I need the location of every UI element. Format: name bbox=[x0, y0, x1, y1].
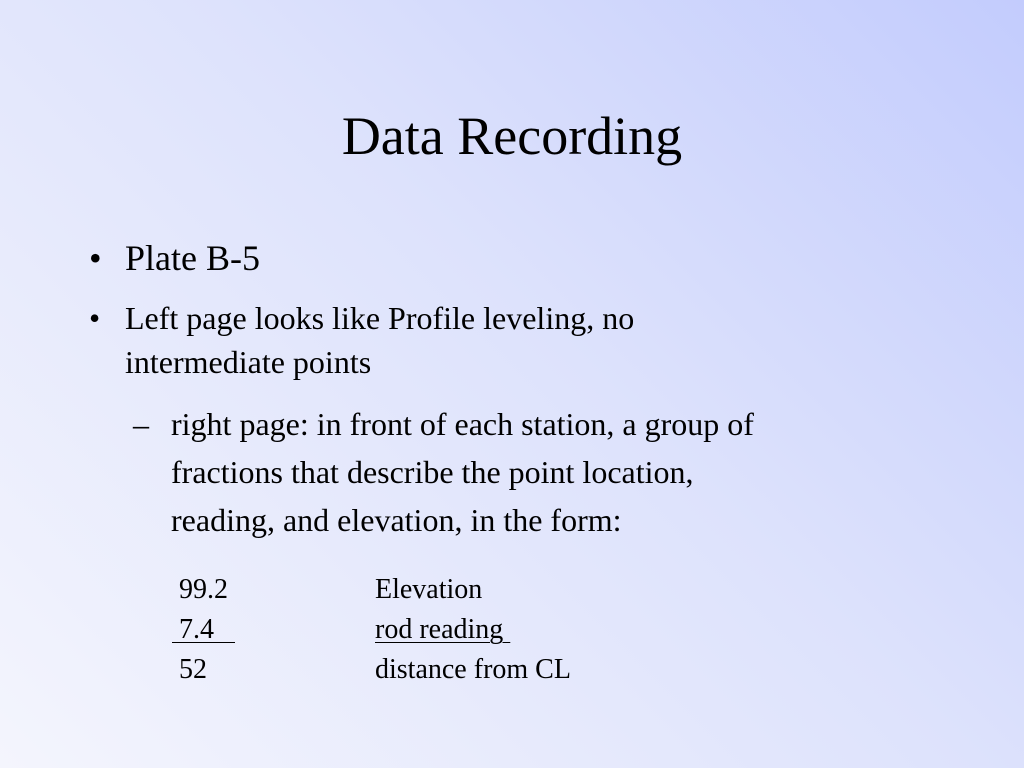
rod-reading-label: rod reading bbox=[375, 614, 511, 645]
distance-value: 52 bbox=[172, 654, 207, 685]
bullet-line: Left page looks like Profile leveling, no bbox=[125, 300, 635, 336]
sub-bullet-line: right page: in front of each station, a group of bbox=[171, 406, 754, 442]
sub-bullet-dash: – bbox=[133, 406, 149, 442]
sub-bullet-line: fractions that describe the point location, bbox=[171, 454, 694, 490]
elevation-value: 99.2 bbox=[172, 574, 228, 605]
sub-bullet-text bbox=[171, 400, 754, 544]
bullet-dot: • bbox=[89, 300, 101, 336]
bullet-dot: • bbox=[89, 238, 102, 278]
elevation-label: Elevation bbox=[375, 574, 483, 605]
distance-label: distance from CL bbox=[375, 654, 571, 685]
bullet-text bbox=[125, 296, 634, 384]
sub-bullet-line: reading, and elevation, in the form: bbox=[171, 502, 622, 538]
rod-reading-value: 7.4 bbox=[172, 614, 235, 645]
slide-title: Data Recording bbox=[341, 106, 683, 166]
bullet-line: intermediate points bbox=[125, 344, 372, 380]
bullet-text: Plate B-5 bbox=[125, 238, 260, 278]
